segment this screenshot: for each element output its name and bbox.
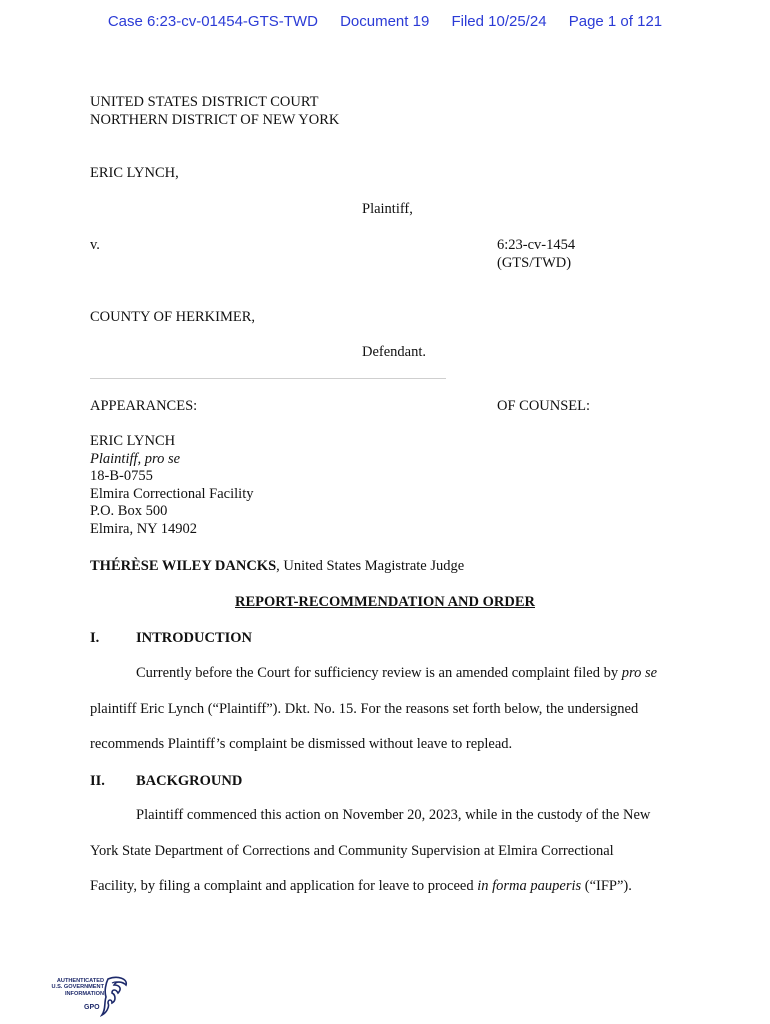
seal-line-2: U.S. GOVERNMENT — [51, 984, 104, 991]
court-line-2: NORTHERN DISTRICT OF NEW YORK — [90, 111, 340, 128]
judge-initials: (GTS/TWD) — [497, 254, 572, 271]
court-line-1: UNITED STATES DISTRICT COURT — [90, 94, 319, 110]
section-1-number: I. — [90, 630, 100, 646]
seal-text — [44, 978, 104, 997]
plaintiff-address-block — [90, 433, 253, 538]
section-2-title: BACKGROUND — [136, 773, 243, 789]
header-filed-date: Filed 10/25/24 — [451, 13, 547, 30]
caption-divider — [90, 378, 446, 379]
document-title: REPORT-RECOMMENDATION AND ORDER — [235, 594, 535, 610]
bg-text-3-end: (“IFP”). — [581, 878, 632, 895]
ecf-header — [0, 13, 770, 30]
case-number-block — [497, 237, 575, 272]
section-2-number: II. — [90, 773, 105, 789]
introduction-paragraph — [90, 656, 690, 763]
appearance-role: Plaintiff, pro se — [90, 450, 181, 467]
appearance-facility: Elmira Correctional Facility — [90, 485, 254, 502]
bg-text-3: Facility, by filing a complaint and application for leave to proceed — [90, 878, 478, 895]
court-name — [90, 94, 339, 129]
header-page-count: Page 1 of 121 — [568, 13, 663, 30]
seal-line-1: AUTHENTICATED — [56, 978, 104, 984]
intro-pro-se: pro se — [621, 665, 658, 681]
judge-title: , United States Magistrate Judge — [276, 558, 465, 574]
defendant-role: Defendant. — [362, 344, 427, 360]
plaintiff-role: Plaintiff, — [362, 201, 413, 217]
section-1-title: INTRODUCTION — [136, 630, 253, 646]
of-counsel-label: OF COUNSEL: — [497, 398, 591, 414]
header-document: Document 19 — [340, 13, 430, 30]
header-case-number: Case 6:23-cv-01454-GTS-TWD — [107, 13, 318, 30]
judge-line — [90, 558, 464, 576]
bg-line-2: York State Department of Corrections and Community Supervision at Elmira Correctional — [90, 842, 614, 859]
appearance-po-box: P.O. Box 500 — [90, 503, 168, 519]
appearance-city: Elmira, NY 14902 — [90, 520, 197, 537]
appearances-label: APPEARANCES: — [90, 398, 198, 414]
case-number: 6:23-cv-1454 — [497, 237, 576, 253]
bg-line-3 — [90, 869, 690, 905]
intro-line-2: plaintiff Eric Lynch (“Plaintiff”). Dkt. No. 15. For the reasons set forth below, the undersigned — [90, 700, 639, 717]
seal-gpo-label: GPO — [84, 1004, 100, 1011]
eagle-icon — [100, 975, 130, 1017]
background-paragraph — [90, 798, 690, 905]
appearance-name: ERIC LYNCH — [90, 433, 176, 449]
appearance-din: 18-B-0755 — [90, 468, 153, 484]
intro-line-3: recommends Plaintiff’s complaint be dismissed without leave to replead. — [90, 736, 513, 753]
defendant-name: COUNTY OF HERKIMER, — [90, 309, 256, 325]
bg-ifp-italic: in forma pauperis — [477, 878, 582, 895]
intro-line-1 — [90, 656, 690, 692]
intro-text-1: Currently before the Court for sufficiency review is an amended complaint filed by — [136, 665, 622, 681]
bg-line-1 — [90, 798, 690, 834]
seal-line-3: INFORMATION — [64, 990, 104, 997]
versus: v. — [90, 237, 100, 253]
gpo-authentication-seal — [44, 975, 134, 1019]
plaintiff-name: ERIC LYNCH, — [90, 165, 179, 181]
bg-text-1: Plaintiff commenced this action on November 20, 2023, while in the custody of the New — [136, 807, 651, 823]
judge-name: THÉRÈSE WILEY DANCKS — [90, 558, 277, 574]
